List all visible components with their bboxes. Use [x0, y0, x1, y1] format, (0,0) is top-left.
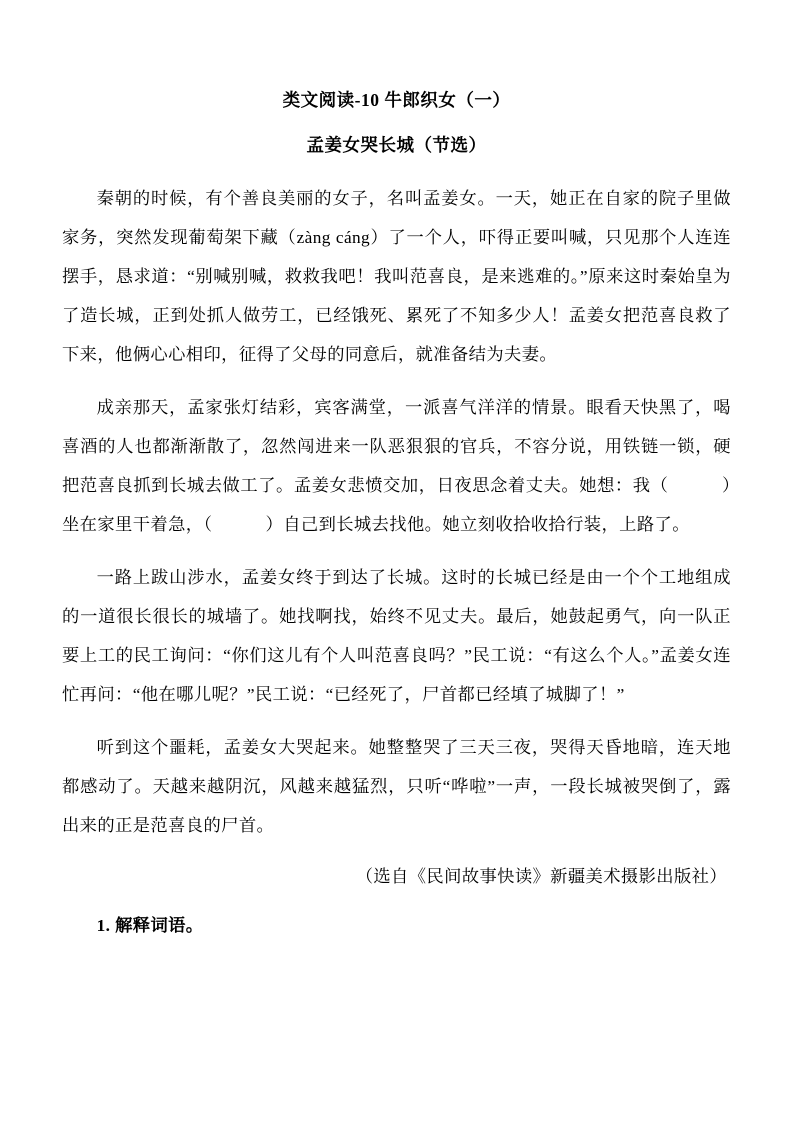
question-item-1: 1. 解释词语。: [96, 916, 204, 935]
page-title: 类文阅读-10 牛郎织女（一）: [282, 90, 511, 110]
body-paragraph-4: 听到这个噩耗，孟姜女大哭起来。她整整哭了三天三夜，哭得天昏地暗，连天地都感动了。天越来越阴沉，风越来越猛烈，只听“哗啦”一声，一段长城被哭倒了，露出来的正是范喜良的尸首。: [62, 738, 731, 835]
body-paragraph-3: 一路上跋山涉水，孟姜女终于到达了长城。这时的长城已经是由一个个工地组成的一道很长很长的城墙了。她找啊找，始终不见丈夫。最后，她鼓起勇气，向一队正要上工的民工询问：“你们这儿有个人叫范喜良吗？”民工说：“有这么个人。”孟姜女连忙再问：“他在哪儿呢？”民工说：“已经死了，尸首都已经填了城脚了！”: [62, 568, 731, 704]
body-paragraph-2: 成亲那天，孟家张灯结彩，宾客满堂，一派喜气洋洋的情景。眼看天快黑了，喝喜酒的人也都渐渐散了，忽然闯进来一队恶狠狠的官兵，不容分说，用铁链一锁，硬把范喜良抓到长城去做工了。孟姜女悲愤交加，日夜思念着丈夫。她想：我（ ）坐在家里干着急，（ ）自己到长城去找他。她立刻收拾收拾行装，上路了。: [62, 398, 731, 534]
article-subtitle: 孟姜女哭长城（节选）: [306, 135, 487, 155]
body-paragraph-1: 秦朝的时候，有个善良美丽的女子，名叫孟姜女。一天，她正在自家的院子里做家务，突然发现葡萄架下藏（zàng cáng）了一个人，吓得正要叫喊，只见那个人连连摆手，恳求道：“别喊别喊，救救我吧！我叫范喜良，是来逃难的。”原来这时秦始皇为了造长城，正到处抓人做劳工，已经饿死、累死了不知多少人！孟姜女把范喜良救了下来，他俩心心相印，征得了父母的同意后，就准备结为夫妻。: [62, 189, 731, 364]
source-citation: （选自《民间故事快读》新疆美术摄影出版社）: [355, 867, 727, 886]
